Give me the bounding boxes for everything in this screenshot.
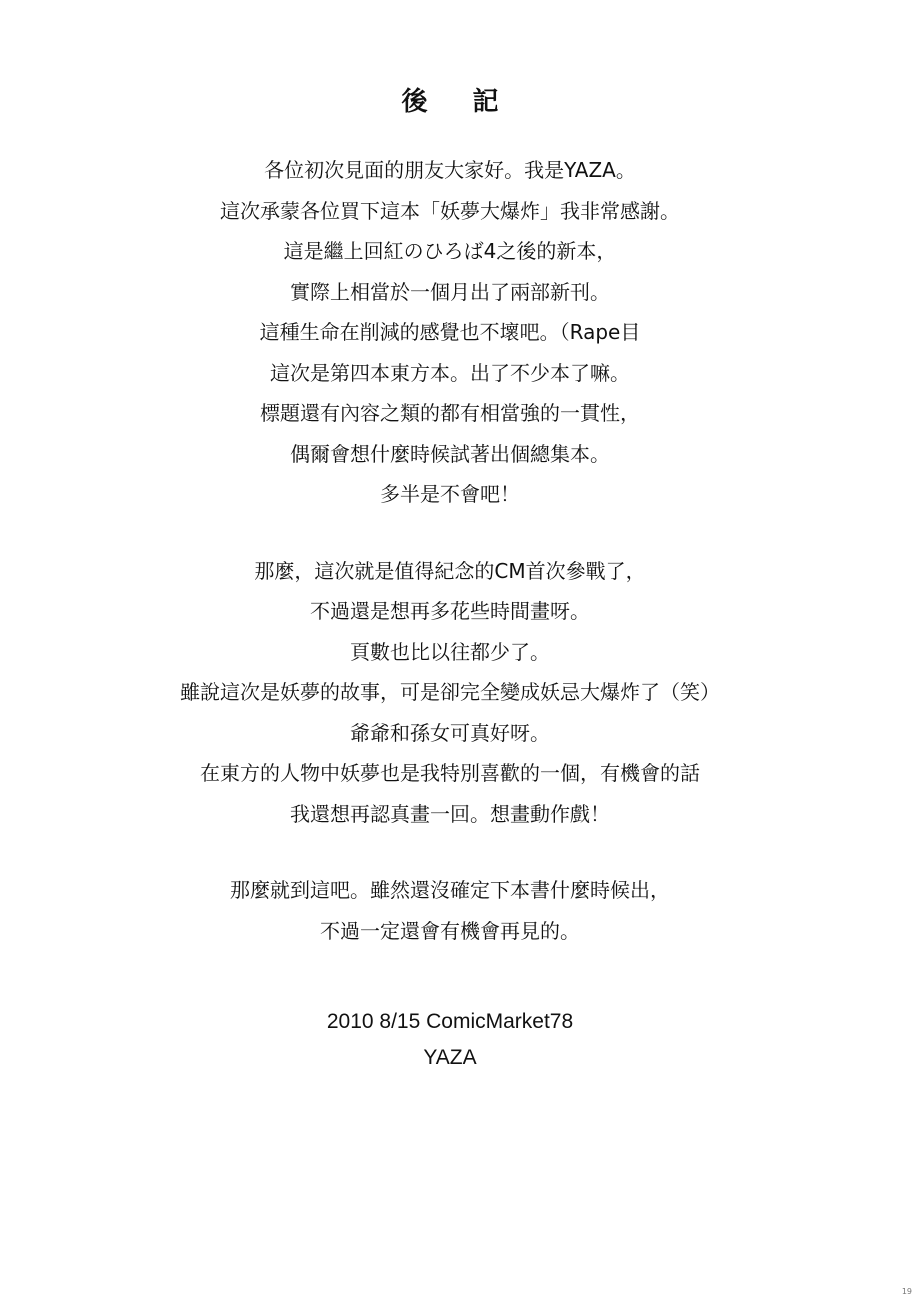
signature-date: 2010 8/15 ComicMarket78 [326,1010,574,1033]
text-line: 爺爺和孫女可真好呀。 [350,720,550,745]
text-line: 多半是不會吧！ [380,482,520,506]
text-line: 那麼就到這吧。雖然還沒確定下本書什麼時候出， [230,878,670,902]
text-line: 偶爾會想什麼時候試著出個總集本。 [290,441,610,466]
paragraph-story [0,551,900,835]
text-line: 頁數也比以往都少了。 [350,639,550,664]
text-line: 這是繼上回紅のひろば4之後的新本， [283,239,617,263]
signature-author: YAZA [423,1046,477,1069]
text-line: 那麼，這次就是值得紀念的CM首次參戰了， [254,558,646,583]
afterword-body [0,150,900,987]
text-line: 不過一定還會有機會再見的。 [320,918,580,943]
text-line: 這種生命在削減的感覺也不壞吧。（Rape目 [259,320,641,344]
page-title: 後 記 [401,87,517,117]
text-line: 實際上相當於一個月出了兩部新刊。 [290,279,610,304]
text-line: 這次是第四本東方本。出了不少本了嘛。 [270,360,630,385]
text-line: 在東方的人物中妖夢也是我特別喜歡的一個，有機會的話 [200,761,700,785]
signature-block [0,1004,900,1076]
text-line: 不過還是想再多花些時間畫呀。 [310,599,590,623]
paragraph-greeting [0,150,900,515]
text-line: 各位初次見面的朋友大家好。我是YAZA。 [264,158,636,182]
text-line: 這次承蒙各位買下這本「妖夢大爆炸」我非常感謝。 [220,198,680,223]
page-number: 19 [901,1287,912,1296]
text-line: 標題還有內容之類的都有相當強的一貫性， [260,401,640,425]
paragraph-closing [0,870,900,951]
text-line: 雖說這次是妖夢的故事，可是卻完全變成妖忌大爆炸了（笑） [180,680,720,704]
text-line: 我還想再認真畫一回。想畫動作戲！ [290,801,610,826]
